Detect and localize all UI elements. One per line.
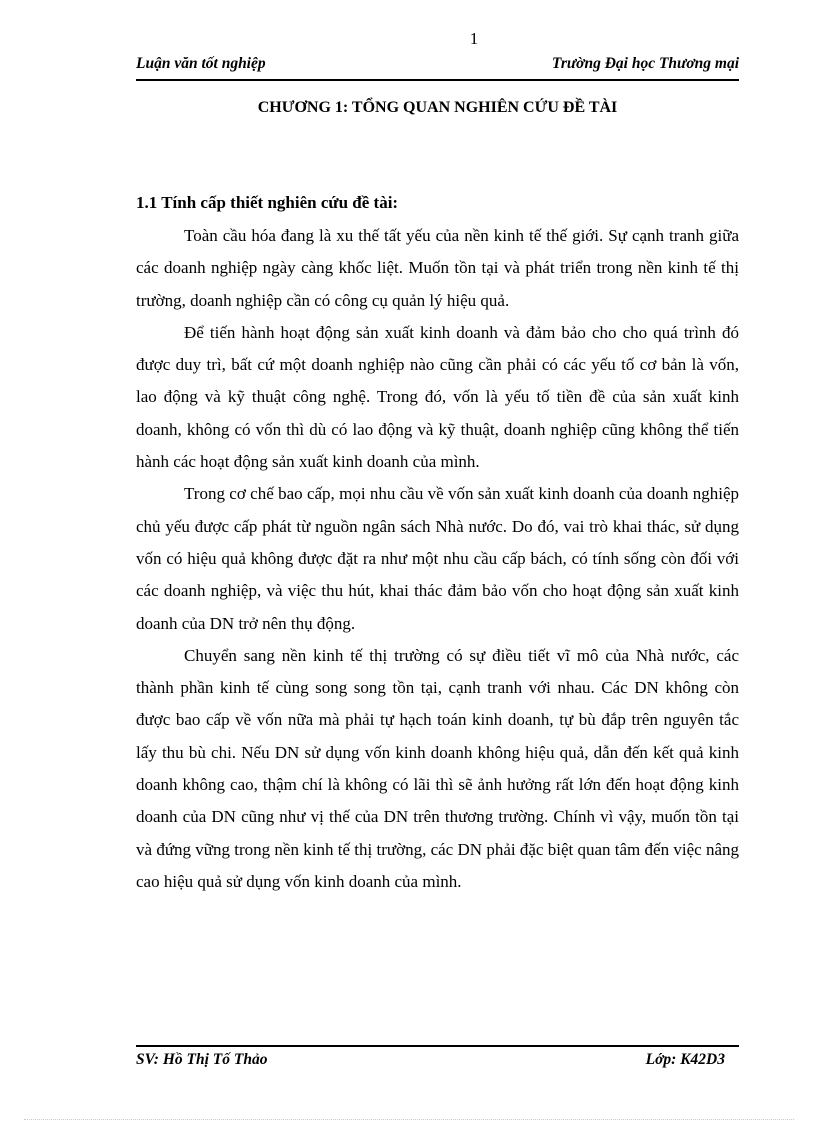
page-edge-divider xyxy=(24,1119,794,1120)
page-footer xyxy=(136,1050,739,1072)
paragraph: Để tiến hành hoạt động sản xuất kinh doanh và đảm bảo cho cho quá trình đó được duy trì, bất cứ một doanh nghiệp nào cũng cần phải có các yếu tố cơ bản là vốn, lao động và kỹ thuật công nghệ. Trong đó, vốn là yếu tố tiền đề của sản xuất kinh doanh, không có vốn thì dù có lao động và kỹ thuật, doanh nghiệp cũng không thể tiến hành các hoạt động sản xuất kinh doanh của mình. xyxy=(136,322,739,472)
header-right-text: Trường Đại học Thương mại xyxy=(551,55,739,72)
section-body xyxy=(136,190,739,898)
paragraph: Trong cơ chế bao cấp, mọi nhu cầu về vốn sản xuất kinh doanh của doanh nghiệp chủ yếu được cấp phát từ nguồn ngân sách Nhà nước. Do đó, vai trò khai thác, sử dụng vốn có hiệu quả không được đặt ra như một nhu cầu cấp bách, có tính sống còn đối với các doanh nghiệp, và việc thu hút, khai thác đảm bảo vốn cho hoạt động sản xuất kinh doanh của DN trở nên thụ động. xyxy=(136,484,739,633)
footer-divider xyxy=(136,1045,739,1047)
footer-class: Lớp: K42D3 xyxy=(645,1051,725,1068)
paragraph: Chuyển sang nền kinh tế thị trường có sự điều tiết vĩ mô của Nhà nước, các thành phần kinh tế cùng song song tồn tại, cạnh tranh với nhau. Các DN không còn được bao cấp về vốn nữa mà phải tự hạch toán kinh doanh, tự bù đắp trên nguyên tắc lấy thu bù chi. Nếu DN sử dụng vốn kinh doanh không hiệu quả, dẫn đến kết quả kinh doanh không cao, thậm chí là không có lãi thì sẽ ảnh hưởng rất lớn đến hoạt động kinh doanh của DN cũng như vị thế của DN trên thương trường. Chính vì vậy, muốn tồn tại và đứng vững trong nền kinh tế thị trường, các DN phải đặc biệt quan tâm đến việc nâng cao hiệu quả sử dụng vốn kinh doanh của mình. xyxy=(136,645,739,891)
section-heading: 1.1 Tính cấp thiết nghiên cứu đề tài: xyxy=(136,193,399,212)
paragraph: Toàn cầu hóa đang là xu thế tất yếu của nền kinh tế thế giới. Sự cạnh tranh giữa các doanh nghiệp ngày càng khốc liệt. Muốn tồn tại và phát triển trong nền kinh tế thị trường, doanh nghiệp cần có công cụ quản lý hiệu quả. xyxy=(136,226,739,310)
header-divider xyxy=(136,79,739,81)
chapter-title: CHƯƠNG 1: TỔNG QUAN NGHIÊN CỨU ĐỀ TÀI xyxy=(257,99,618,116)
page-header xyxy=(136,54,739,76)
footer-student-name: SV: Hồ Thị Tố Thảo xyxy=(136,1051,268,1068)
header-left-text: Luận văn tốt nghiệp xyxy=(136,55,266,72)
page-number: 1 xyxy=(469,29,479,48)
